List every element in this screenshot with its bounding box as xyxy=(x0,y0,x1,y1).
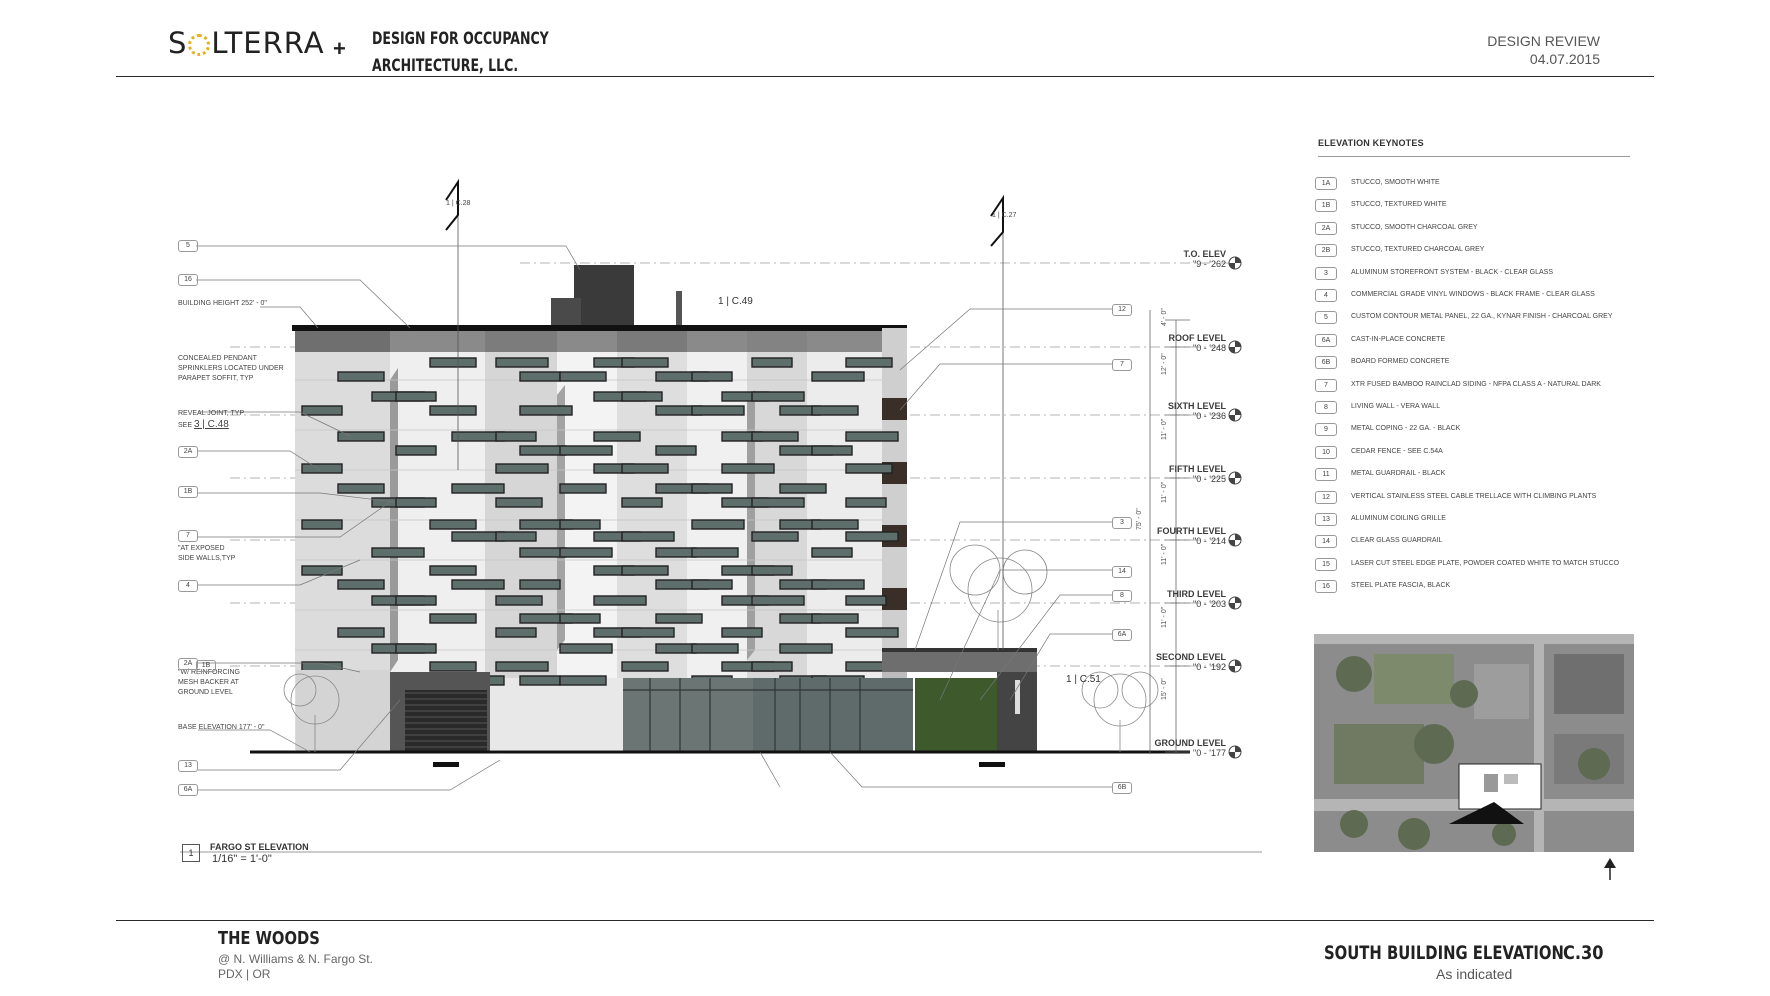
window xyxy=(560,548,612,557)
project-name: THE WOODS xyxy=(218,928,320,949)
window xyxy=(560,644,612,653)
window xyxy=(622,532,674,541)
window xyxy=(780,644,832,653)
window xyxy=(692,580,732,589)
level-label: FIFTH LEVEL 225' - 0" xyxy=(1169,464,1226,484)
keynote-text: CLEAR GLASS GUARDRAIL xyxy=(1351,537,1443,545)
window xyxy=(338,580,384,589)
keynote-text: ALUMINUM STOREFRONT SYSTEM - BLACK - CLEAR GLASS xyxy=(1351,268,1554,276)
coiling-grille xyxy=(405,690,487,752)
window xyxy=(752,358,792,367)
dimension-label: 11' - 0" xyxy=(1161,418,1168,440)
window xyxy=(752,532,798,541)
window xyxy=(560,676,606,685)
elevator-overrun xyxy=(551,298,581,328)
window xyxy=(846,532,898,541)
keynote-text: STEEL PLATE FASCIA, BLACK xyxy=(1351,582,1451,590)
keynote-text: METAL COPING - 22 GA. - BLACK xyxy=(1351,425,1461,433)
view-scale: 1/16" = 1'-0" xyxy=(212,853,272,865)
window xyxy=(656,548,696,557)
keynotes-heading: ELEVATION KEYNOTES xyxy=(1318,138,1424,148)
level-label: THIRD LEVEL 203' - 0" xyxy=(1166,589,1226,609)
footer-rule xyxy=(116,920,1654,921)
window xyxy=(846,432,898,441)
window xyxy=(722,464,774,473)
keynote-tag: 6B xyxy=(1112,782,1132,794)
window xyxy=(560,484,606,493)
keynote-text: BOARD FORMED CONCRETE xyxy=(1351,358,1450,366)
level-label: SIXTH LEVEL 236' - 0" xyxy=(1167,401,1226,421)
window xyxy=(812,446,852,455)
dimension-label: 11' - 0" xyxy=(1161,481,1168,503)
window xyxy=(396,498,436,507)
keynote-text: STUCCO, TEXTURED CHARCOAL GREY xyxy=(1351,246,1485,254)
architect-name-line1: DESIGN FOR OCCUPANCY xyxy=(372,29,549,49)
window xyxy=(780,484,826,493)
keynote-tag: 12 xyxy=(1315,491,1337,504)
window xyxy=(846,464,892,473)
keynote-tag: 6B xyxy=(1315,356,1337,369)
keynote-tag: 16 xyxy=(178,274,198,286)
keynote-tag: 11 xyxy=(1315,468,1337,481)
keynote-tag: 14 xyxy=(1112,566,1132,578)
living-wall xyxy=(915,678,997,752)
keynote-tag: 12 xyxy=(1112,304,1132,316)
keynote-tag: 6A xyxy=(1112,629,1132,641)
sheet-scale: As indicated xyxy=(1436,966,1513,982)
window xyxy=(496,628,536,637)
window xyxy=(452,484,504,493)
window xyxy=(338,484,384,493)
window xyxy=(656,614,702,623)
window xyxy=(396,596,436,605)
detail-tag-ground: 1 | C.51 xyxy=(1066,674,1101,685)
window xyxy=(520,372,560,381)
keynote-tag: 6A xyxy=(1315,334,1337,347)
window xyxy=(430,662,476,671)
level-label: GROUND LEVEL 177' - 0" xyxy=(1154,738,1226,758)
keynote-tag: 8 xyxy=(1112,590,1132,602)
window xyxy=(752,432,798,441)
aerial-site-map xyxy=(1314,634,1634,852)
dimension-label: 11' - 0" xyxy=(1161,606,1168,628)
window xyxy=(338,372,384,381)
sheet-title: SOUTH BUILDING ELEVATION xyxy=(1324,942,1564,964)
window xyxy=(812,372,864,381)
section-mark-1: 1 | C.28 xyxy=(446,200,471,207)
keynote-tag: 2A xyxy=(178,658,198,670)
storefront xyxy=(623,678,753,752)
window xyxy=(430,520,476,529)
window xyxy=(594,432,640,441)
keynote-text: STUCCO, TEXTURED WHITE xyxy=(1351,201,1447,209)
window xyxy=(692,372,732,381)
window xyxy=(752,392,804,401)
keynote-tag: 7 xyxy=(1315,379,1337,392)
keynote-tag: 13 xyxy=(1315,513,1337,526)
keynote-tag: 6A xyxy=(178,784,198,796)
review-label: DESIGN REVIEW xyxy=(1487,33,1600,49)
window xyxy=(656,446,696,455)
window xyxy=(520,548,566,557)
window xyxy=(496,432,536,441)
window xyxy=(812,520,858,529)
keynote-text: COMMERCIAL GRADE VINYL WINDOWS - BLACK FRAME - CLEAR GLASS xyxy=(1351,291,1595,298)
dimension-label: 75' - 0" xyxy=(1136,508,1143,530)
window xyxy=(302,520,342,529)
keynote-text: CAST-IN-PLACE CONCRETE xyxy=(1351,335,1446,343)
level-label: T.O. ELEV 262' - 9" xyxy=(1183,249,1226,269)
window xyxy=(692,406,744,415)
window xyxy=(452,580,504,589)
window xyxy=(622,498,662,507)
north-arrow-icon xyxy=(1604,858,1616,880)
window xyxy=(520,446,566,455)
stair-tower xyxy=(574,265,634,328)
window xyxy=(752,498,804,507)
window xyxy=(622,358,668,367)
window xyxy=(560,372,606,381)
section-mark-2: 1 | C.27 xyxy=(992,212,1017,219)
keynote-tag: 2A xyxy=(178,446,198,458)
window xyxy=(372,548,424,557)
keynote-tag: 1B xyxy=(1315,199,1337,212)
architect-name-line2: ARCHITECTURE, LLC. xyxy=(372,56,519,76)
level-label: SECOND LEVEL 192' - 0" xyxy=(1155,652,1226,672)
keynote-tag: 1B xyxy=(196,660,216,672)
keynote-tag: 3 xyxy=(1315,267,1337,280)
window xyxy=(430,358,476,367)
window xyxy=(430,406,476,415)
window xyxy=(496,498,542,507)
review-date: 04.07.2015 xyxy=(1529,51,1600,67)
window xyxy=(622,464,668,473)
window xyxy=(430,566,476,575)
window xyxy=(520,406,572,415)
keynote-text: LIVING WALL - VERA WALL xyxy=(1351,403,1441,410)
keynote-tag: 4 xyxy=(1315,289,1337,302)
keynote-text: XTR FUSED BAMBOO RAINCLAD SIDING - NFPA CLASS A - NATURAL DARK xyxy=(1351,380,1601,388)
window xyxy=(496,358,548,367)
window xyxy=(520,580,560,589)
keynote-text: METAL GUARDRAIL - BLACK xyxy=(1351,470,1446,478)
keynote-tag: 16 xyxy=(1315,580,1337,593)
keynote-tag: 9 xyxy=(1315,423,1337,436)
keynote-tag: 5 xyxy=(1315,311,1337,324)
note-base-elevation: BASE ELEVATION 177' - 0" xyxy=(178,724,265,731)
view-title: FARGO ST ELEVATION xyxy=(210,842,309,852)
window xyxy=(496,596,542,605)
window xyxy=(656,644,696,653)
logo-plus: + xyxy=(333,36,346,61)
window xyxy=(396,392,436,401)
window xyxy=(496,662,548,671)
window xyxy=(812,580,864,589)
window xyxy=(520,676,560,685)
keynote-tag: 3 xyxy=(1112,517,1132,529)
window xyxy=(622,628,674,637)
keynote-tag: 7 xyxy=(178,530,198,542)
keynote-tag: 13 xyxy=(178,760,198,772)
keynote-text: CEDAR FENCE - SEE C.54A xyxy=(1351,447,1443,455)
keynote-tag: 10 xyxy=(1315,446,1337,459)
window xyxy=(560,520,600,529)
detail-tag-roof: 1 | C.49 xyxy=(718,296,753,307)
window xyxy=(302,566,342,575)
note-mesh-backer: "W/ REINFORCING MESH BACKER AT GROUND LEVEL xyxy=(178,669,240,696)
keynote-tag: 8 xyxy=(1315,401,1337,414)
dimension-label: 4' - 0" xyxy=(1161,308,1168,326)
note-exposed-walls: "AT EXPOSED SIDE WALLS,TYP xyxy=(178,545,236,562)
keynote-text: CUSTOM CONTOUR METAL PANEL, 22 GA., KYNAR FINISH - CHARCOAL GREY xyxy=(1351,313,1613,321)
project-address: @ N. Williams & N. Fargo St. PDX | OR xyxy=(218,952,373,981)
window xyxy=(560,614,600,623)
keynote-text: VERTICAL STAINLESS STEEL CABLE TRELLACE WITH CLIMBING PLANTS xyxy=(1351,492,1597,500)
window xyxy=(846,498,886,507)
keynote-tag: 4 xyxy=(178,580,198,592)
dimension-label: 11' - 0" xyxy=(1161,543,1168,565)
keynote-tag: 1A xyxy=(1315,177,1337,190)
window xyxy=(692,484,732,493)
project-site xyxy=(1459,764,1541,809)
window xyxy=(722,628,762,637)
vent-stack xyxy=(676,291,682,328)
dimension-label: 12' - 0" xyxy=(1161,353,1168,375)
window xyxy=(396,446,436,455)
window xyxy=(338,628,384,637)
level-label: FOURTH LEVEL 214' - 0" xyxy=(1157,526,1226,546)
dimension-label: 15' - 0" xyxy=(1161,678,1168,700)
window xyxy=(302,406,342,415)
keynote-tag: 1B xyxy=(178,486,198,498)
sheet-number: C.30 xyxy=(1563,942,1604,964)
keynote-text: LASER CUT STEEL EDGE PLATE, POWDER COATED WHITE TO MATCH STUCCO xyxy=(1351,559,1620,567)
window xyxy=(812,406,858,415)
window xyxy=(622,566,668,575)
window xyxy=(622,392,662,401)
keynote-tag: 5 xyxy=(178,240,198,252)
window xyxy=(752,662,792,671)
window xyxy=(560,446,612,455)
note-sprinklers: CONCEALED PENDANT SPRINKLERS LOCATED UNDER PARAPET SOFFIT, TYP xyxy=(178,355,284,382)
keynotes-rule xyxy=(1318,156,1630,157)
window xyxy=(396,644,436,653)
keynote-tag: 2B xyxy=(1315,244,1337,257)
window xyxy=(622,662,668,671)
keynote-tag: 2A xyxy=(1315,222,1337,235)
window xyxy=(302,464,342,473)
window xyxy=(752,566,792,575)
window xyxy=(752,596,804,605)
note-building-height: BUILDING HEIGHT 252' - 0" xyxy=(178,300,267,307)
note-reveal-joint: REVEAL JOINT, TYP SEE 3 | C.48 xyxy=(178,410,245,430)
window xyxy=(430,614,476,623)
keynote-tag: 14 xyxy=(1315,535,1337,548)
window xyxy=(846,628,898,637)
level-label: ROOF LEVEL 248' - 0" xyxy=(1168,333,1226,353)
window xyxy=(812,548,852,557)
keynote-text: ALUMINUM COILING GRILLE xyxy=(1351,515,1446,522)
window xyxy=(594,596,646,605)
window xyxy=(692,548,738,557)
window xyxy=(692,644,738,653)
window xyxy=(692,520,744,529)
window xyxy=(496,532,536,541)
window xyxy=(846,596,886,605)
window xyxy=(496,464,548,473)
solterra-logo: S LTERRA xyxy=(168,26,325,60)
window xyxy=(812,614,858,623)
keynote-text: STUCCO, SMOOTH WHITE xyxy=(1351,179,1440,186)
keynote-tag: 15 xyxy=(1315,558,1337,571)
view-number: 1 xyxy=(182,844,200,862)
keynote-text: STUCCO, SMOOTH CHARCOAL GREY xyxy=(1351,223,1478,231)
window xyxy=(846,358,892,367)
keynote-tag: 7 xyxy=(1112,359,1132,371)
